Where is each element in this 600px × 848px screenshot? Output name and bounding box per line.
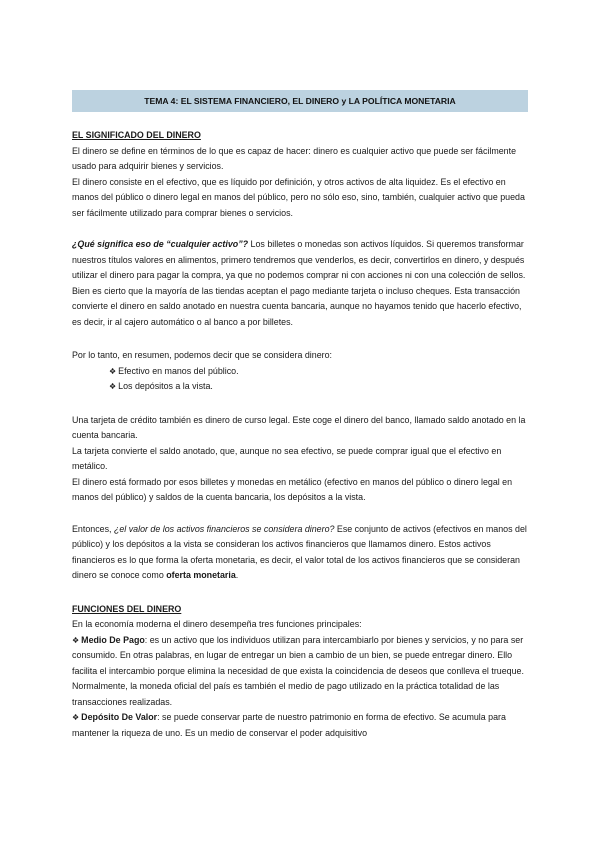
answer-cualquier-activo: Los billetes o monedas son activos líquidos. Si queremos transformar nuestros títulos valores en alimentos, primero tendremos que venderlos, es decir, convertirlos en dinero, y después utilizar el dinero para pagar la compra, ya que no podemos comprar ni con acciones ni con una colección de sellos. Bien es cierto que la mayoría de las tiendas aceptan el pago mediante tarjeta o incluso cheques. Esta transacción convierte el dinero en saldo anotado en nuestra cuenta bancaria, aunque no hayamos tenido que hacerlo efectivo, es decir, ir al cajero automático o al banco a por billetes. xyxy=(72,239,526,327)
paragraph-funciones-intro: En la economía moderna el dinero desempeña tres funciones principales: xyxy=(72,619,362,629)
page-title: TEMA 4: EL SISTEMA FINANCIERO, EL DINERO y LA POLÍTICA MONETARIA xyxy=(72,90,528,112)
function-text: : se puede conservar parte de nuestro patrimonio en forma de efectivo. Se acumula para mantener la riqueza de uno. Es un medio de conservar el poder adquisitivo xyxy=(72,712,506,738)
question-activos-financieros: ¿el valor de los activos financieros se considera dinero? xyxy=(113,523,335,534)
list-item: ❖ Efectivo en manos del público. xyxy=(109,364,532,380)
function-text: : es un activo que los individuos utilizan para intercambiarlo por bienes y servicios, y no para ser consumido. En otras palabras, en lugar de entregar un bien a cambio de un bien, se puede entregar dinero. Ello facilita el intercambio porque elimina la necesidad de que exista la coincidencia de deseos que conlleva el trueque. Normalmente, la moneda oficial del país es también el medio de pago utilizado en la práctica totalidad de las transacciones realizadas. xyxy=(72,634,524,707)
money-list xyxy=(72,364,532,395)
text-run: . xyxy=(235,570,239,580)
function-label: Depósito De Valor xyxy=(81,712,158,722)
paragraph-tarjeta-credito: Una tarjeta de crédito también es dinero de curso legal. Este coge el dinero del banco, llamado saldo anotado en la cuenta bancaria. xyxy=(72,414,526,440)
question-cualquier-activo: ¿Qué significa eso de “cualquier activo”? xyxy=(72,239,249,249)
list-item: ❖ Los depósitos a la vista. xyxy=(109,379,532,395)
term-oferta-monetaria: oferta monetaria xyxy=(166,570,236,580)
paragraph-cualquier-activo xyxy=(72,237,532,330)
paragraph-formado: El dinero está formado por esos billetes y monedas en metálico (efectivo en manos del público o dinero legal en manos del público) y saldos de la cuenta bancaria, los depósitos a la vista. xyxy=(72,476,513,502)
function-deposito-de-valor xyxy=(72,710,532,741)
paragraph-efectivo: El dinero consiste en el efectivo, que es líquido por definición, y otros activos de alta liquidez. Es el efectivo en manos del público o dinero legal en manos del público, pero no sólo eso, sino, también, cualquier activo que pueda ser fácilmente utilizado para comprar bienes o servicios. xyxy=(72,176,525,218)
paragraph-definition: El dinero se define en términos de lo que es capaz de hacer: dinero es cualquier activo que puede ser fácilmente usado para adquirir bienes y servicios. xyxy=(72,145,517,171)
document-body xyxy=(72,128,532,741)
text-run: Ese conjunto de activos (efectivos en manos del público) y los depósitos a la vista se consideran los activos financieros que llamamos dinero. Estos activos financieros es lo que forma la oferta monetaria, es decir, el valor total de los activos financieros que se consideran dinero se conoce como xyxy=(72,523,527,580)
paragraph-oferta-monetaria xyxy=(72,522,532,584)
section-heading-funciones: FUNCIONES DEL DINERO xyxy=(72,603,182,614)
section-heading-significado: EL SIGNIFICADO DEL DINERO xyxy=(72,130,201,140)
diamond-bullet-icon: ❖ xyxy=(72,713,80,722)
function-label: Medio De Pago xyxy=(81,634,145,645)
paragraph-resumen: Por lo tanto, en resumen, podemos decir que se considera dinero: xyxy=(72,350,332,360)
paragraph-tarjeta-saldo: La tarjeta convierte el saldo anotado, que, aunque no sea efectivo, se puede comprar igual que el efectivo en metálico. xyxy=(72,445,502,471)
diamond-bullet-icon: ❖ xyxy=(72,635,80,645)
function-medio-de-pago xyxy=(72,633,532,711)
text-run: Entonces, xyxy=(72,523,114,534)
